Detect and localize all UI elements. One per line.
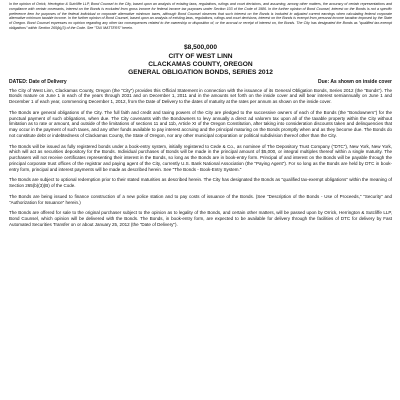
dated-label: DATED: Date of Delivery [9,78,67,85]
bond-amount: $8,500,000 [183,43,217,51]
paragraph-book-entry: The Bonds will be issued as fully registered bonds under a book-entry system, initially registered to Cede & Co., as nominee of The Depository Trust Company ("DTC"), New York, New York, which will act as securities depository for the Bonds. Individual purchases of Bonds will be made in the principal amount of $5,000, or integral multiples thereof within a single maturity. The purchasers will not receive certificates representing their interest in the Bonds, so long as the Bonds are in book-entry form. Principal of and interest on the Bonds will be payable through the principal corporate trust offices of the registrar and paying agent of the City, currently U.S. Bank National Association (the "Paying Agent"). For so long as the Bonds are held by DTC in book-entry form, principal and interest payments will be made as described herein. See "The Bonds - Book-Entry System." [9,143,392,172]
paragraph-use-of-proceeds: The Bonds are being issued to finance construction of a new police station and to pay costs of issuance of the Bonds. (See "Description of the Bonds - Use of Proceeds," "Security" and "Authorization for Issuance" herein.) [9,193,392,205]
paragraph-redemption: The Bonds are subject to optional redemption prior to their stated maturities as described herein. The City has designated the Bonds as "qualified tax-exempt obligations" within the meaning of Section 265(b)(3)(B) of the Code. [9,177,392,188]
paragraph-introduction: The City of West Linn, Clackamas County, Oregon (the "City") provides this Official Statement in connection with the issuance of its General Obligation Bonds, Series 2012 (the "Bonds"). The Bonds mature on June 1 in each of the years through 2031 and on December 1, 2011 and in the amounts set forth on the inside cover and will bear interest semiannually on June 1 and December 1 of each year, commencing December 1, 2012, from the Date of Delivery to the dates of maturity at the rates per annum as shown on the inside cover. [9,87,392,104]
dated-due-row [9,79,392,85]
paragraph-delivery: The Bonds are offered for sale to the original purchaser subject to the opinion as to legality of the Bonds, and certain other matters, will be passed upon by Orrick, Herrington & Sutcliffe LLP, Bond Counsel, which opinion will be delivered with the Bonds. The Bonds, in book-entry form, are expected to be available for delivery through the facilities of DTC for delivery by Fast Automated Securities Transfer on or about January 25, 2012 (the "Date of Delivery"). [9,210,392,227]
series-title: GENERAL OBLIGATION BONDS, SERIES 2012 [128,68,273,76]
county-name: CLACKAMAS COUNTY, OREGON [148,60,253,68]
due-label: Due: As shown on inside cover [318,78,392,85]
paragraph-security: The Bonds are general obligations of the City. The full faith and credit and taxing powers of the City are pledged to the successive owners of each of the Bonds (the "Bondowners") for the punctual payment of such obligations, when due. The City covenants with the Bondowners to levy annually a direct ad valorem tax upon all of the taxable property within the City without limitation as to rate or amount, and outside of the limitations of sections 11 and 11b, Article XI of the Oregon Constitution, after taking into consideration discounts taken and delinquencies that may occur in the payment of such taxes, and any other funds available to pay interest accruing and the principal maturing on the Bonds promptly when and as they become due. The Bonds do not constitute debt or indebtedness of Clackamas County, the State of Oregon, nor any other municipal corporation or political subdivision thereof other than the City. [9,109,392,138]
tax-opinion-notice: In the opinion of Orrick, Herrington & Sutcliffe LLP, Bond Counsel to the City, based upon an analysis of existing laws, regulations, rulings and court decisions, and assuming, among other matters, the accuracy of certain representations and compliance with certain covenants, interest on the Bonds is excluded from gross income for federal income tax purposes under Section 103 of the Code of 1986. In the further opinion of Bond Counsel, interest on the Bonds is not a specific preference item for purposes of the federal individual or corporate alternative minimum taxes, although Bond Counsel observes that such interest on the Bonds is included in adjusted current earnings when calculating federal corporate alternative minimum taxable income. In the further opinion of Bond Counsel, based upon an analysis of existing laws, regulations, rulings and court decisions, interest on the Bonds is exempt from personal income taxation imposed by the State of Oregon. Bond Counsel expresses no opinion regarding any other tax consequences related to the ownership or disposition of, or the accrual or receipt of interest on, the Bonds. The City has designated the Bonds as "qualified tax-exempt obligations" within Section 265(b)(3) of the Code. See "TAX MATTERS" herein. [9,2,392,30]
issuer-name: CITY OF WEST LINN [168,52,233,60]
